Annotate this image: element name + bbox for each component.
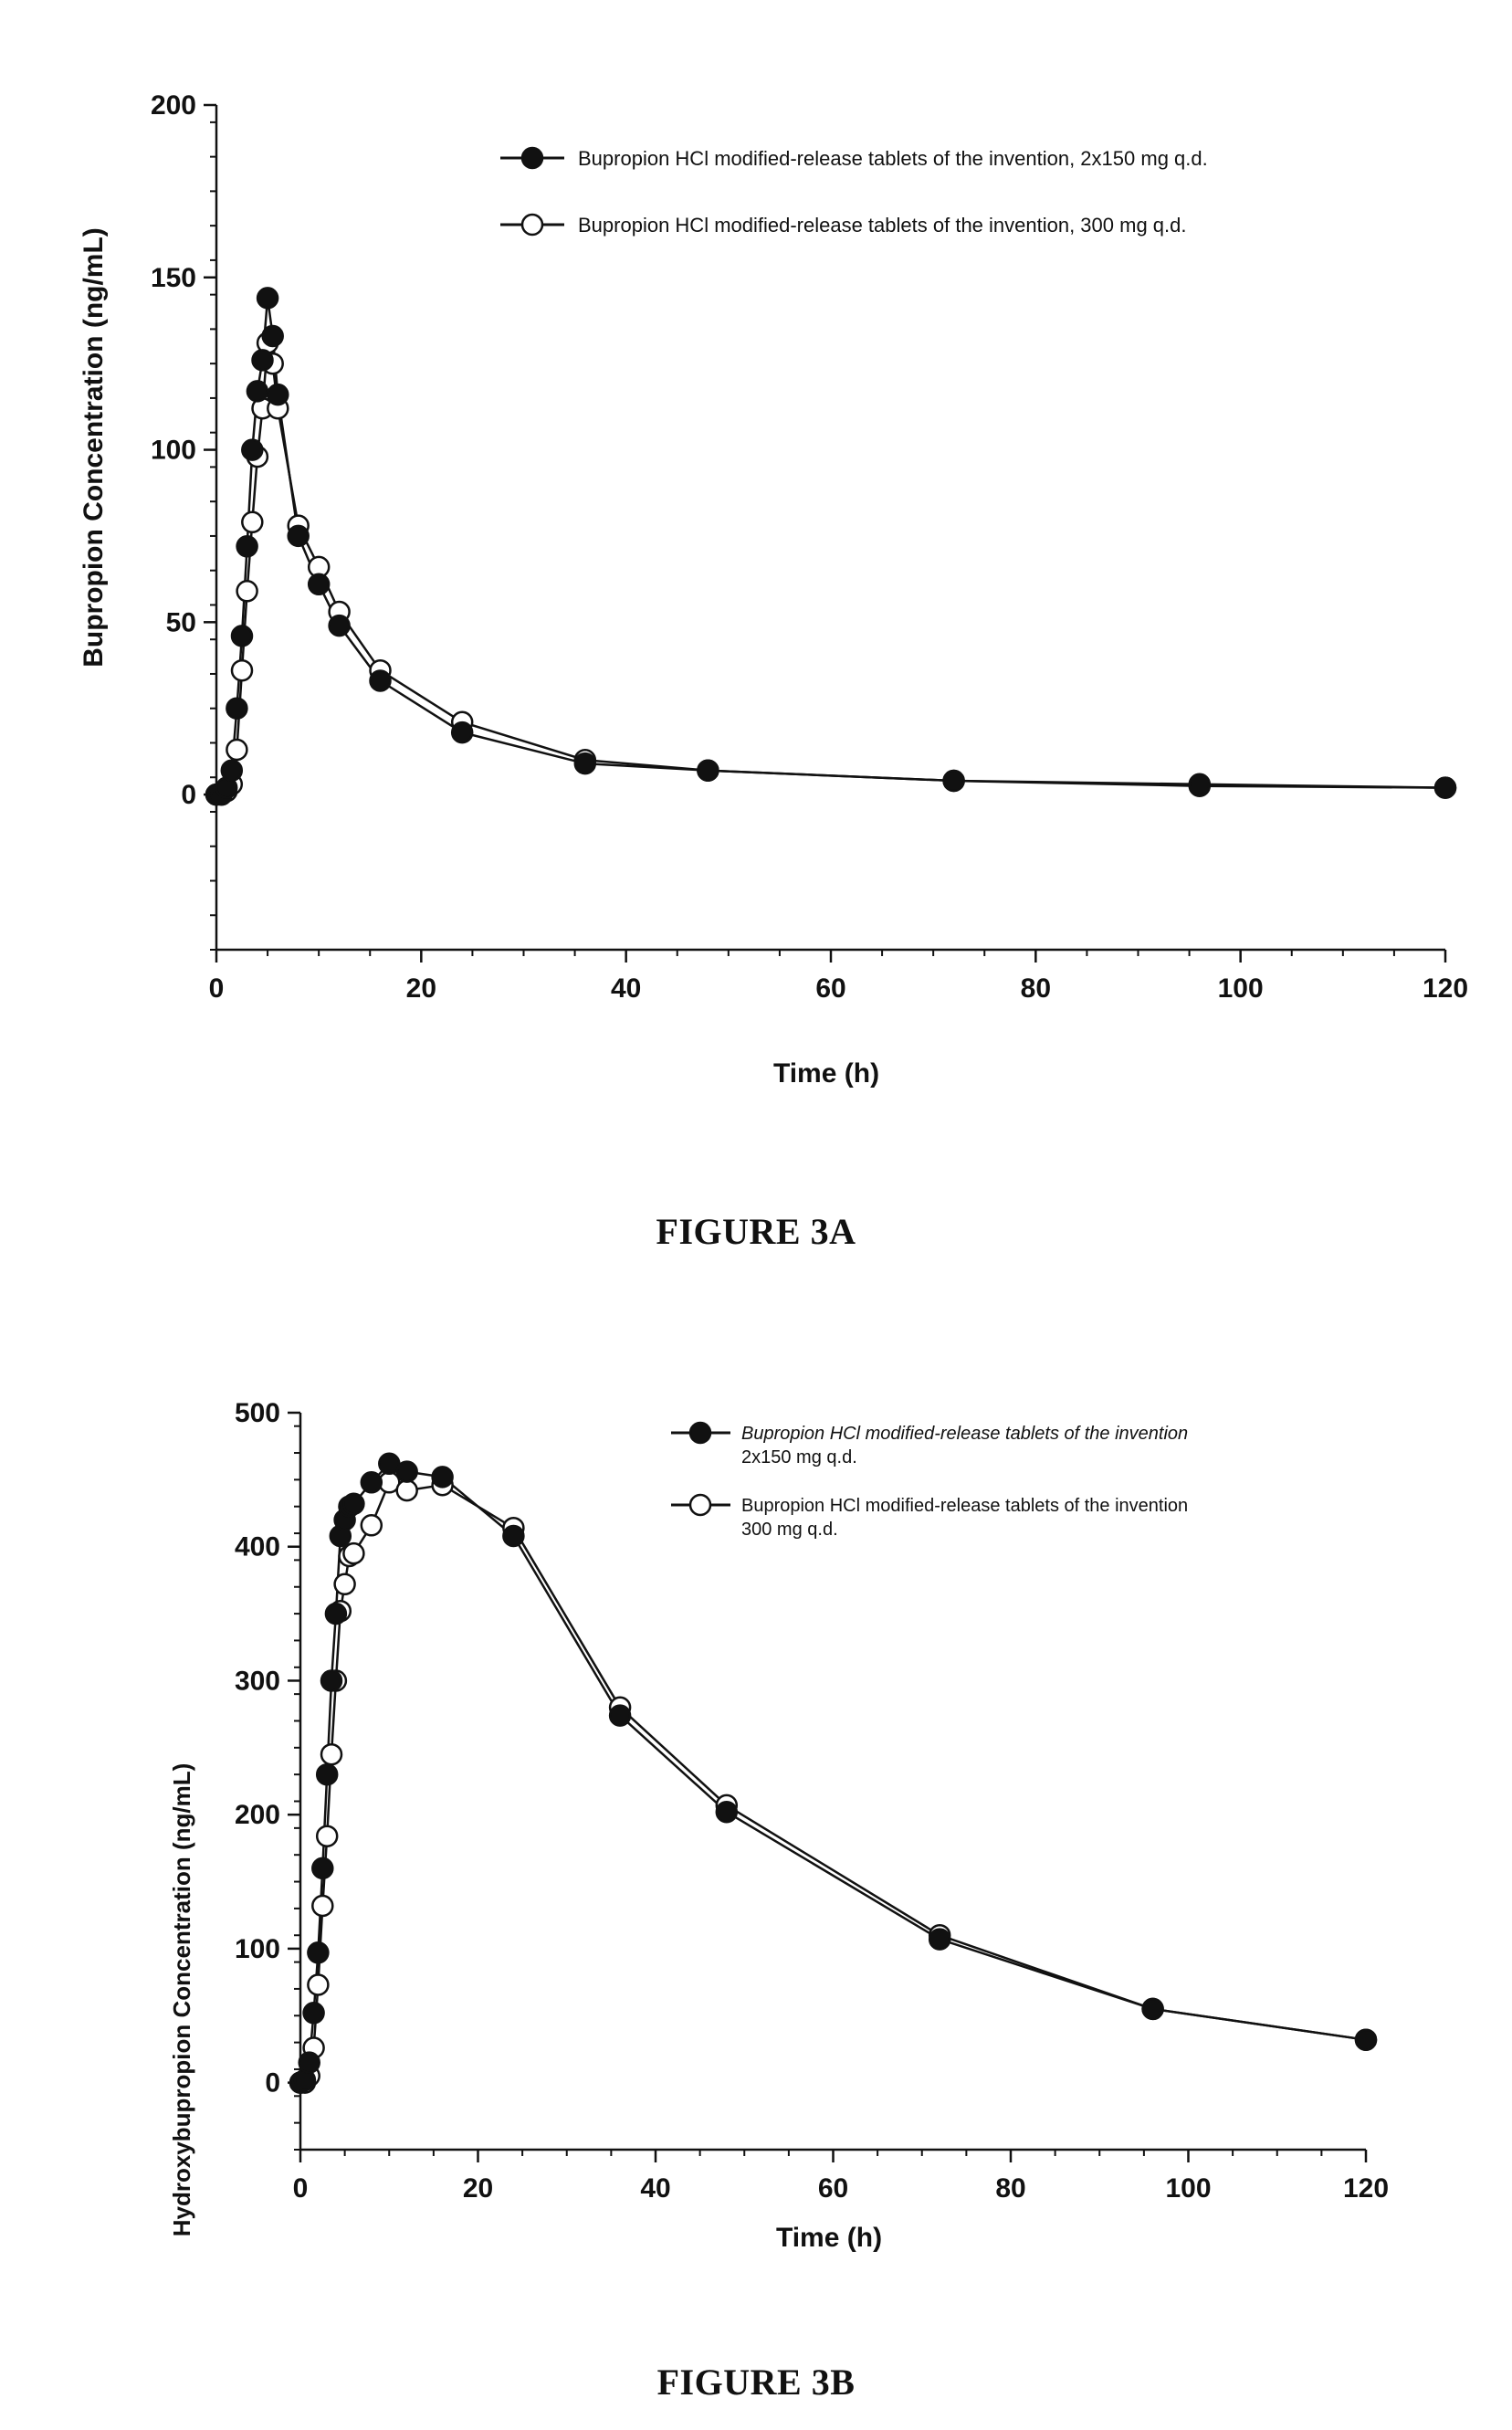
y-axis-label: Bupropion Concentration (ng/mL) [79, 227, 109, 668]
data-point-2x150 [1143, 1999, 1163, 2019]
figure-3a-caption: FIGURE 3A [656, 1211, 856, 1252]
data-point-2x150 [309, 574, 329, 594]
data-point-2x150 [1356, 2030, 1376, 2050]
data-point-2x150 [237, 536, 257, 556]
data-point-2x150 [312, 1858, 332, 1878]
data-point-2x150 [268, 384, 288, 405]
data-point-300 [232, 660, 252, 680]
data-point-2x150 [929, 1930, 950, 1950]
data-point-2x150 [253, 350, 273, 370]
legend [500, 147, 1208, 237]
y-tick-label: 200 [234, 1800, 280, 1831]
data-point-2x150 [263, 326, 283, 346]
legend-label-300-line2: 300 mg q.d. [741, 1520, 838, 1540]
y-tick-label: 0 [265, 2067, 280, 2099]
y-tick-label: 100 [150, 435, 196, 466]
data-point-2x150 [226, 699, 247, 719]
data-point-2x150 [575, 753, 595, 773]
data-point-300 [237, 581, 257, 601]
chart-3b [0, 1388, 1512, 2301]
data-point-2x150 [944, 771, 964, 791]
legend-label-300: Bupropion HCl modified-release tablets of the invention, 300 mg q.d. [578, 214, 1187, 237]
data-point-2x150 [433, 1467, 453, 1487]
data-point-2x150 [717, 1802, 737, 1822]
data-point-300 [317, 1826, 337, 1846]
series-line-300 [216, 343, 1445, 795]
data-point-2x150 [362, 1472, 382, 1492]
data-point-2x150 [1435, 778, 1455, 798]
x-tick-label: 100 [1217, 973, 1264, 1004]
y-tick-label: 200 [150, 90, 196, 121]
y-axis-label: Hydroxybupropion Concentration (ng/mL) [168, 1762, 195, 2237]
x-axis-label: Time (h) [775, 2223, 883, 2253]
data-point-2x150 [232, 626, 252, 646]
data-point-2x150 [321, 1671, 341, 1691]
chart-3a [0, 0, 1512, 1114]
data-point-2x150 [330, 615, 350, 636]
x-tick-label: 40 [610, 973, 642, 1004]
data-point-2x150 [289, 526, 309, 546]
y-tick-label: 150 [150, 262, 196, 293]
data-point-2x150 [308, 1942, 328, 1962]
y-tick-label: 0 [181, 780, 196, 811]
data-point-2x150 [343, 1494, 363, 1514]
data-point-2x150 [503, 1526, 523, 1546]
y-tick-label: 50 [165, 607, 196, 638]
data-point-2x150 [247, 381, 268, 401]
x-axis-label: Time (h) [772, 1058, 880, 1089]
x-tick-label: 40 [640, 2173, 671, 2204]
x-tick-label: 100 [1165, 2173, 1212, 2204]
legend-marker-open [690, 1495, 710, 1515]
legend-marker-filled [690, 1423, 710, 1443]
data-point-2x150 [299, 2053, 320, 2073]
legend-label-2x150-line1: Bupropion HCl modified-release tablets of the invention [741, 1424, 1189, 1444]
data-point-2x150 [304, 2003, 324, 2023]
data-point-300 [397, 1480, 417, 1500]
data-point-300 [226, 740, 247, 760]
x-tick-label: 0 [208, 973, 225, 1004]
data-point-300 [312, 1896, 332, 1916]
x-tick-label: 20 [405, 973, 437, 1004]
data-point-2x150 [1190, 774, 1210, 794]
legend-marker-filled [522, 148, 542, 168]
y-tick-label: 500 [234, 1398, 280, 1428]
data-point-300 [343, 1543, 363, 1563]
data-point-2x150 [242, 440, 262, 460]
figure-3b-caption: FIGURE 3B [656, 2362, 856, 2403]
series-line-2x150 [300, 1464, 1366, 2083]
data-point-300 [308, 1975, 328, 1995]
y-tick-label: 400 [234, 1531, 280, 1562]
x-tick-label: 0 [292, 2173, 309, 2204]
data-point-2x150 [452, 722, 472, 742]
data-point-300 [335, 1574, 355, 1594]
y-tick-label: 300 [234, 1666, 280, 1697]
data-point-2x150 [222, 761, 242, 781]
x-tick-label: 60 [815, 973, 846, 1004]
data-point-2x150 [326, 1604, 346, 1624]
y-tick-label: 100 [234, 1933, 280, 1964]
x-tick-label: 80 [1020, 973, 1052, 1004]
legend-label-2x150: Bupropion HCl modified-release tablets of the invention, 2x150 mg q.d. [578, 147, 1208, 170]
legend-label-2x150-line2: 2x150 mg q.d. [741, 1447, 857, 1467]
data-point-2x150 [317, 1764, 337, 1784]
legend-marker-open [522, 215, 542, 235]
data-point-300 [242, 512, 262, 532]
series-line-300 [300, 1482, 1366, 2082]
x-tick-label: 80 [995, 2173, 1026, 2204]
legend-label-300-line1: Bupropion HCl modified-release tablets of the invention [741, 1496, 1189, 1516]
data-point-2x150 [371, 671, 391, 691]
x-tick-label: 20 [462, 2173, 494, 2204]
x-tick-label: 120 [1342, 2173, 1390, 2204]
data-point-2x150 [397, 1462, 417, 1482]
data-point-300 [362, 1515, 382, 1535]
data-point-2x150 [698, 761, 718, 781]
data-point-2x150 [610, 1706, 630, 1726]
x-tick-label: 120 [1422, 973, 1469, 1004]
series-line-2x150 [216, 298, 1445, 794]
x-tick-label: 60 [817, 2173, 849, 2204]
data-point-2x150 [257, 288, 278, 308]
data-point-300 [321, 1744, 341, 1764]
legend [671, 1423, 1188, 1540]
